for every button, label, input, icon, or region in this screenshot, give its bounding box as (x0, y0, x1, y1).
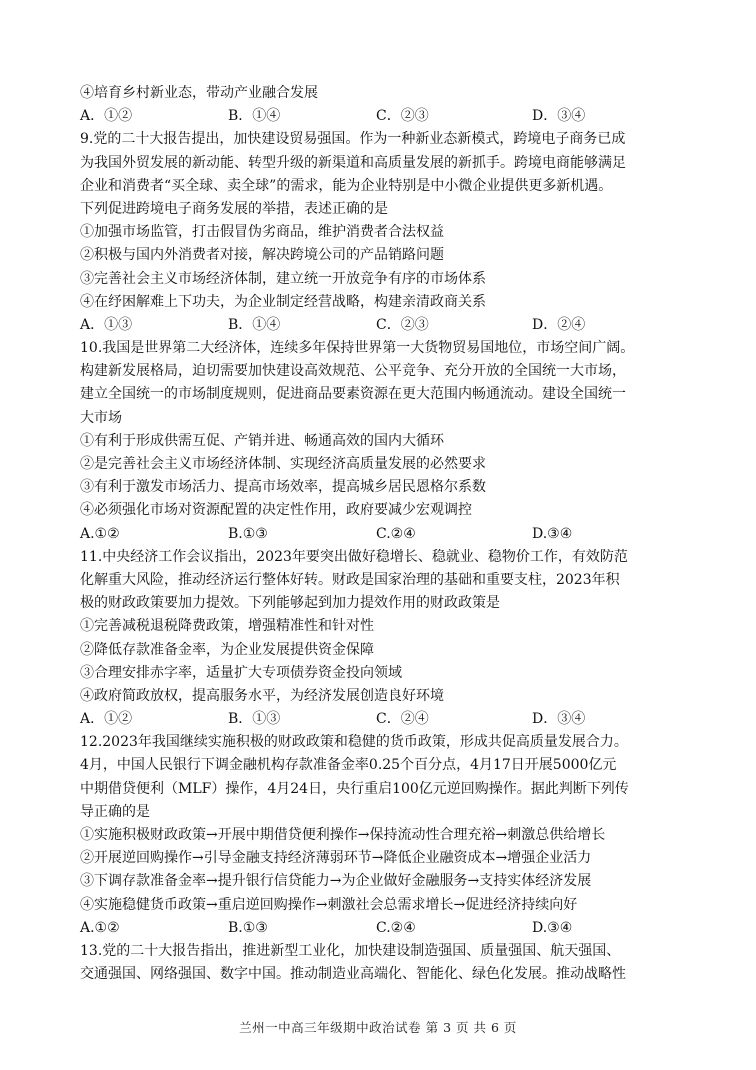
q12-item-2: ②开展逆回购操作→引导金融支持经济薄弱环节→降低企业融资成本→增强企业活力 (80, 850, 592, 867)
q10-item-3: ③有利于激发市场活力、提高市场效率，提高城乡居民恩格尔系数 (80, 479, 486, 496)
q8-option-a: A．①② (80, 108, 133, 125)
q12-item-3: ③下调存款准备金率→提升银行信贷能力→为企业做好金融服务→支持实体经济发展 (80, 873, 592, 890)
q12-line-1: 12.2023年我国继续实施积极的财政政策和稳健的货币政策，形成共促高质量发展合力。 (80, 734, 628, 751)
q12-option-c: C.②④ (376, 919, 416, 936)
q9-option-c: C．②③ (376, 316, 429, 333)
q8-option-c: C．②③ (376, 108, 429, 125)
q9-item-3: ③完善社会主义市场经济体制，建立统一开放竞争有序的市场体系 (80, 270, 486, 287)
q9-line-4: 下列促进跨境电子商务发展的举措，表述正确的是 (80, 200, 388, 217)
q11-line-3: 极的财政政策要加力提效。下列能够起到加力提效作用的财政政策是 (80, 595, 500, 612)
q12-option-b: B.①③ (228, 919, 268, 936)
q12-options (80, 917, 680, 940)
q8-options (80, 105, 680, 128)
q10-line-1: 10.我国是世界第二大经济体，连续多年保持世界第一大货物贸易国地位，市场空间广阔。 (80, 340, 635, 357)
q10-option-c: C.②④ (376, 525, 416, 542)
q11-option-b: B．①③ (228, 711, 281, 728)
q9-item-1: ①加强市场监管，打击假冒伪劣商品，维护消费者合法权益 (80, 224, 444, 241)
q11-item-4: ④政府简政放权，提高服务水平，为经济发展创造良好环境 (80, 687, 444, 704)
q13-line-2: 交通强国、网络强国、数字中国。推动制造业高端化、智能化、绿色化发展。推动战略性 (80, 966, 626, 983)
q10-line-3: 建立全国统一的市场制度规则，促进商品要素资源在更大范围内畅通流动。建设全国统一 (80, 386, 626, 403)
q10-options (80, 523, 680, 546)
q9-item-4: ④在纾困解难上下功夫，为企业制定经营战略，构建亲清政商关系 (80, 293, 486, 310)
q10-line-4: 大市场 (80, 409, 122, 426)
q9-line-1: 9.党的二十大报告提出，加快建设贸易强国。作为一种新业态新模式，跨境电子商务已成 (80, 131, 626, 148)
q11-item-1: ①完善减税退税降费政策，增强精准性和针对性 (80, 618, 374, 635)
q13-line-1: 13.党的二十大报告指出，推进新型工业化，加快建设制造强国、质量强国、航天强国、 (80, 942, 621, 959)
q8-option-d: D．③④ (532, 108, 586, 125)
q9-option-b: B．①④ (228, 316, 281, 333)
q12-item-4: ④实施稳健货币政策→重启逆回购操作→刺激社会总需求增长→促进经济持续向好 (80, 896, 578, 913)
q12-option-a: A.①② (80, 919, 120, 936)
q12-line-3: 中期借贷便利（MLF）操作，4月24日，央行重启100亿元逆回购操作。据此判断下列传 (80, 780, 629, 797)
q10-line-2: 构建新发展格局，迫切需要加快建设高效规范、公平竞争、充分开放的全国统一大市场， (80, 363, 626, 380)
q9-option-d: D．②④ (532, 316, 586, 333)
q12-item-1: ①实施积极财政政策→开展中期借贷便利操作→保持流动性合理充裕→刺激总供给增长 (80, 827, 606, 843)
q11-line-1: 11.中央经济工作会议指出，2023年要突出做好稳增长、稳就业、稳物价工作，有效防范 (80, 548, 628, 565)
q10-item-2: ②是完善社会主义市场经济体制、实现经济高质量发展的必然要求 (80, 456, 486, 472)
q9-line-3: 企业和消费者“买全球、卖全球”的需求，能为企业特别是中小微企业提供更多新机遇。 (80, 177, 613, 194)
q11-options (80, 708, 680, 731)
q10-option-d: D.③④ (532, 525, 573, 542)
q10-item-1: ①有利于形成供需互促、产销并进、畅通高效的国内大循环 (80, 432, 444, 449)
q9-item-2: ②积极与国内外消费者对接，解决跨境公司的产品销路问题 (80, 247, 444, 264)
q11-line-2: 化解重大风险，推动经济运行整体好转。财政是国家治理的基础和重要支柱，2023年积 (80, 571, 620, 588)
q10-option-a: A.①② (80, 525, 120, 542)
page-footer: 兰州一中高三年级期中政治试卷 第 3 页 共 6 页 (239, 1020, 517, 1035)
q11-option-a: A．①② (80, 711, 133, 728)
q12-line-2: 4月，中国人民银行下调金融机构存款准备金率0.25个百分点，4月17日开展5000亿元 (80, 757, 617, 774)
q11-item-3: ③合理安排赤字率，适量扩大专项债券资金投向领域 (80, 664, 402, 681)
q10-option-b: B.①③ (228, 525, 268, 542)
q11-item-2: ②降低存款准备金率，为企业发展提供资金保障 (80, 641, 374, 658)
q8-option-b: B．①④ (228, 108, 281, 125)
q9-option-a: A．①③ (80, 316, 133, 333)
q9-line-2: 为我国外贸发展的新动能、转型升级的新渠道和高质量发展的新抓手。跨境电商能够满足 (80, 154, 626, 171)
q11-option-c: C．②④ (376, 711, 429, 728)
q9-options (80, 314, 680, 337)
q12-line-4: 导正确的是 (80, 803, 150, 820)
q8-item-4: ④培育乡村新业态，带动产业融合发展 (80, 85, 318, 101)
q11-option-d: D．③④ (532, 711, 586, 728)
q10-item-4: ④必须强化市场对资源配置的决定性作用，政府要减少宏观调控 (80, 502, 472, 519)
q12-option-d: D.③④ (532, 919, 573, 936)
exam-page (80, 82, 680, 986)
